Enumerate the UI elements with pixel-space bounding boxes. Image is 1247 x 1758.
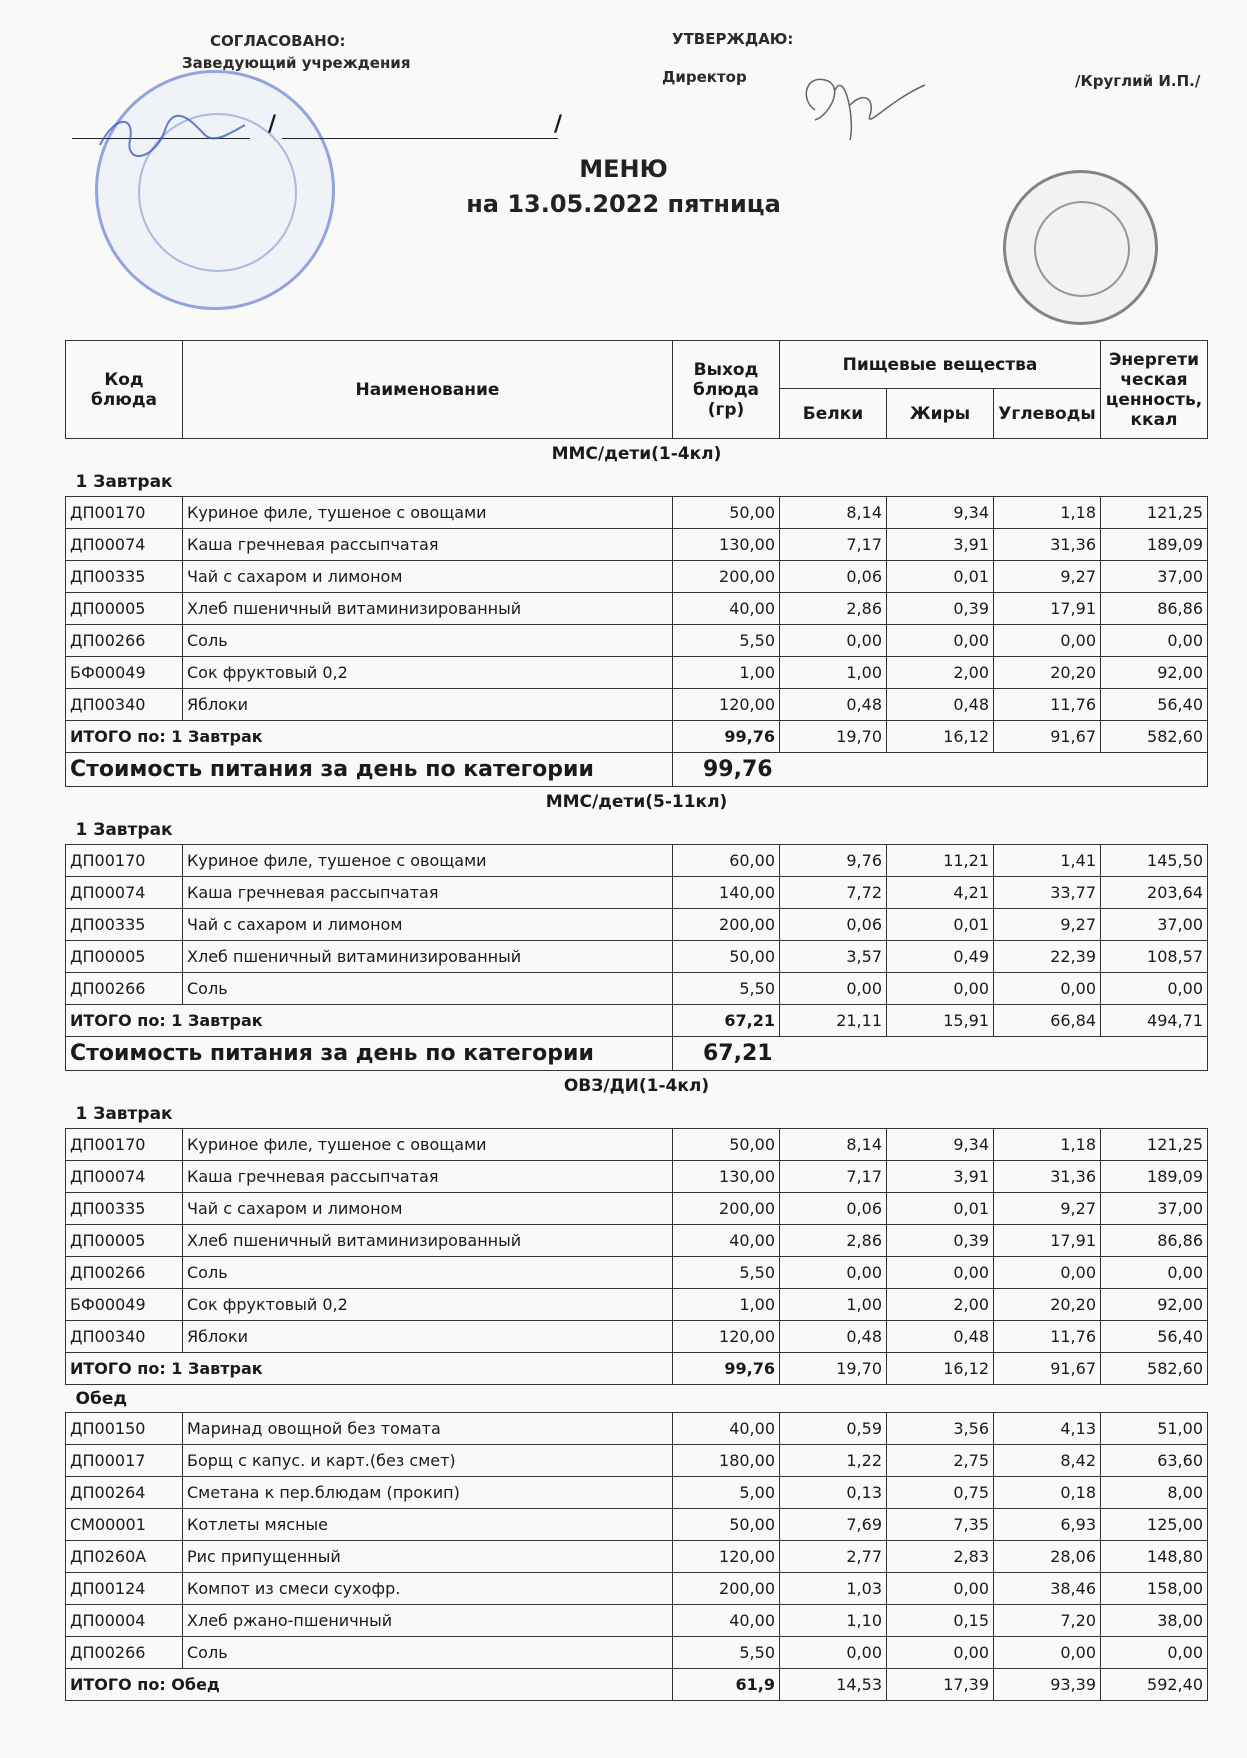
total-carbs: 93,39 xyxy=(994,1669,1101,1701)
signature-slash-2: / xyxy=(554,112,563,137)
dish-proteins: 2,86 xyxy=(780,1225,887,1257)
dish-fats: 0,00 xyxy=(887,625,994,657)
table-row xyxy=(66,1257,1208,1289)
total-energy: 494,71 xyxy=(1101,1005,1208,1037)
table-row xyxy=(66,941,1208,973)
dish-yield: 50,00 xyxy=(673,1129,780,1161)
cost-label: Стоимость питания за день по категории xyxy=(66,753,673,787)
dish-code: ДП00074 xyxy=(66,877,183,909)
dish-yield: 130,00 xyxy=(673,529,780,561)
dish-code: ДП00335 xyxy=(66,1193,183,1225)
dish-yield: 5,50 xyxy=(673,625,780,657)
header-fats: Жиры xyxy=(887,389,994,439)
dish-code: ДП00004 xyxy=(66,1605,183,1637)
total-carbs: 91,67 xyxy=(994,721,1101,753)
dish-code: ДП00335 xyxy=(66,909,183,941)
total-proteins: 21,11 xyxy=(780,1005,887,1037)
document-title: МЕНЮ xyxy=(579,155,668,183)
dish-energy: 189,09 xyxy=(1101,529,1208,561)
dish-proteins: 8,14 xyxy=(780,1129,887,1161)
dish-fats: 0,00 xyxy=(887,1257,994,1289)
dish-fats: 11,21 xyxy=(887,845,994,877)
dish-energy: 86,86 xyxy=(1101,1225,1208,1257)
dish-yield: 130,00 xyxy=(673,1161,780,1193)
dish-carbs: 22,39 xyxy=(994,941,1101,973)
dish-fats: 3,91 xyxy=(887,1161,994,1193)
total-row xyxy=(66,1005,1208,1037)
table-row xyxy=(66,1445,1208,1477)
dish-energy: 56,40 xyxy=(1101,1321,1208,1353)
total-carbs: 91,67 xyxy=(994,1353,1101,1385)
table-row xyxy=(66,1637,1208,1669)
dish-code: ДП0260А xyxy=(66,1541,183,1573)
dish-yield: 1,00 xyxy=(673,657,780,689)
dish-code: ДП00266 xyxy=(66,1637,183,1669)
meal-title-row xyxy=(66,1101,1208,1129)
table-row xyxy=(66,593,1208,625)
dish-proteins: 0,59 xyxy=(780,1413,887,1445)
dish-carbs: 7,20 xyxy=(994,1605,1101,1637)
dish-proteins: 0,00 xyxy=(780,973,887,1005)
dish-energy: 0,00 xyxy=(1101,625,1208,657)
meal-title-row xyxy=(66,817,1208,845)
dish-yield: 50,00 xyxy=(673,497,780,529)
total-fats: 16,12 xyxy=(887,721,994,753)
table-row xyxy=(66,1321,1208,1353)
table-row xyxy=(66,1129,1208,1161)
table-row xyxy=(66,877,1208,909)
dish-name: Хлеб пшеничный витаминизированный xyxy=(183,593,673,625)
dish-yield: 180,00 xyxy=(673,1445,780,1477)
dish-proteins: 9,76 xyxy=(780,845,887,877)
dish-energy: 189,09 xyxy=(1101,1161,1208,1193)
header-nutrients: Пищевые вещества xyxy=(780,341,1101,389)
section-title: ОВЗ/ДИ(1-4кл) xyxy=(563,1075,710,1096)
dish-name: Компот из смеси сухофр. xyxy=(183,1573,673,1605)
dish-code: ДП00074 xyxy=(66,1161,183,1193)
total-row xyxy=(66,1353,1208,1385)
table-row xyxy=(66,909,1208,941)
dish-yield: 1,00 xyxy=(673,1289,780,1321)
section-title: ММС/дети(1-4кл) xyxy=(551,443,722,464)
meal-title: 1 Завтрак xyxy=(75,472,173,493)
dish-proteins: 2,77 xyxy=(780,1541,887,1573)
dish-fats: 0,00 xyxy=(887,1637,994,1669)
total-label: ИТОГО по: Обед xyxy=(66,1669,673,1701)
dish-name: Сок фруктовый 0,2 xyxy=(183,657,673,689)
menu-body xyxy=(66,439,1208,1701)
dish-name: Каша гречневая рассыпчатая xyxy=(183,1161,673,1193)
dish-code: БФ00049 xyxy=(66,657,183,689)
dish-proteins: 0,06 xyxy=(780,1193,887,1225)
table-row xyxy=(66,1225,1208,1257)
dish-code: БФ00049 xyxy=(66,1289,183,1321)
meal-title-row xyxy=(66,469,1208,497)
total-fats: 15,91 xyxy=(887,1005,994,1037)
dish-yield: 140,00 xyxy=(673,877,780,909)
table-row xyxy=(66,973,1208,1005)
dish-proteins: 1,00 xyxy=(780,657,887,689)
dish-yield: 40,00 xyxy=(673,1225,780,1257)
dish-fats: 0,49 xyxy=(887,941,994,973)
dish-carbs: 11,76 xyxy=(994,689,1101,721)
table-row xyxy=(66,1573,1208,1605)
dish-fats: 9,34 xyxy=(887,497,994,529)
dish-carbs: 33,77 xyxy=(994,877,1101,909)
dish-energy: 92,00 xyxy=(1101,1289,1208,1321)
dish-energy: 56,40 xyxy=(1101,689,1208,721)
dish-code: ДП00340 xyxy=(66,1321,183,1353)
table-row xyxy=(66,1193,1208,1225)
dish-code: СМ00001 xyxy=(66,1509,183,1541)
table-row xyxy=(66,625,1208,657)
table-row xyxy=(66,657,1208,689)
dish-energy: 203,64 xyxy=(1101,877,1208,909)
table-row xyxy=(66,845,1208,877)
dish-name: Маринад овощной без томата xyxy=(183,1413,673,1445)
dish-carbs: 28,06 xyxy=(994,1541,1101,1573)
table-row xyxy=(66,1413,1208,1445)
cost-value: 67,21 xyxy=(673,1037,1208,1071)
dish-yield: 40,00 xyxy=(673,1605,780,1637)
table-row xyxy=(66,529,1208,561)
cost-value: 99,76 xyxy=(673,753,1208,787)
document-date: на 13.05.2022 пятница xyxy=(466,190,781,218)
total-fats: 17,39 xyxy=(887,1669,994,1701)
dish-yield: 120,00 xyxy=(673,1541,780,1573)
dish-carbs: 9,27 xyxy=(994,909,1101,941)
dish-name: Яблоки xyxy=(183,689,673,721)
dish-name: Каша гречневая рассыпчатая xyxy=(183,877,673,909)
dish-name: Сметана к пер.блюдам (прокип) xyxy=(183,1477,673,1509)
dish-energy: 92,00 xyxy=(1101,657,1208,689)
header-carbs: Углеводы xyxy=(994,389,1101,439)
approved-position: Директор xyxy=(662,68,747,86)
approver-name: /Круглий И.П./ xyxy=(1075,72,1201,90)
dish-carbs: 0,00 xyxy=(994,1637,1101,1669)
dish-name: Рис припущенный xyxy=(183,1541,673,1573)
total-yield: 99,76 xyxy=(673,1353,780,1385)
total-yield: 61,9 xyxy=(673,1669,780,1701)
total-label: ИТОГО по: 1 Завтрак xyxy=(66,1353,673,1385)
dish-proteins: 0,06 xyxy=(780,909,887,941)
dish-energy: 0,00 xyxy=(1101,1257,1208,1289)
dish-code: ДП00074 xyxy=(66,529,183,561)
dish-code: ДП00170 xyxy=(66,1129,183,1161)
dish-energy: 158,00 xyxy=(1101,1573,1208,1605)
dish-code: ДП00264 xyxy=(66,1477,183,1509)
cost-label: Стоимость питания за день по категории xyxy=(66,1037,673,1071)
dish-code: ДП00266 xyxy=(66,1257,183,1289)
dish-name: Борщ с капус. и карт.(без смет) xyxy=(183,1445,673,1477)
total-proteins: 19,70 xyxy=(780,1353,887,1385)
dish-yield: 40,00 xyxy=(673,1413,780,1445)
total-row xyxy=(66,721,1208,753)
table-row xyxy=(66,1541,1208,1573)
dish-carbs: 1,18 xyxy=(994,1129,1101,1161)
header-name: Наименование xyxy=(183,341,673,439)
dish-name: Соль xyxy=(183,1637,673,1669)
dish-proteins: 1,10 xyxy=(780,1605,887,1637)
dish-carbs: 31,36 xyxy=(994,529,1101,561)
dish-code: ДП00150 xyxy=(66,1413,183,1445)
dish-name: Яблоки xyxy=(183,1321,673,1353)
dish-carbs: 9,27 xyxy=(994,1193,1101,1225)
dish-carbs: 0,00 xyxy=(994,1257,1101,1289)
dish-code: ДП00005 xyxy=(66,593,183,625)
dish-energy: 108,57 xyxy=(1101,941,1208,973)
dish-name: Каша гречневая рассыпчатая xyxy=(183,529,673,561)
dish-proteins: 7,17 xyxy=(780,529,887,561)
table-row xyxy=(66,1509,1208,1541)
dish-energy: 148,80 xyxy=(1101,1541,1208,1573)
dish-fats: 0,00 xyxy=(887,1573,994,1605)
dish-name: Соль xyxy=(183,973,673,1005)
dish-fats: 0,00 xyxy=(887,973,994,1005)
dish-proteins: 0,06 xyxy=(780,561,887,593)
total-yield: 99,76 xyxy=(673,721,780,753)
dish-energy: 51,00 xyxy=(1101,1413,1208,1445)
table-row xyxy=(66,1477,1208,1509)
dish-fats: 0,48 xyxy=(887,1321,994,1353)
dish-fats: 2,00 xyxy=(887,657,994,689)
table-row xyxy=(66,1605,1208,1637)
dish-name: Хлеб ржано-пшеничный xyxy=(183,1605,673,1637)
agreed-position: Заведующий учреждения xyxy=(182,54,411,72)
meal-title: Обед xyxy=(75,1388,128,1409)
total-row xyxy=(66,1669,1208,1701)
dish-fats: 0,75 xyxy=(887,1477,994,1509)
dish-proteins: 0,13 xyxy=(780,1477,887,1509)
dish-name: Куриное филе, тушеное с овощами xyxy=(183,1129,673,1161)
dish-code: ДП00335 xyxy=(66,561,183,593)
dish-name: Котлеты мясные xyxy=(183,1509,673,1541)
approved-label: УТВЕРЖДАЮ: xyxy=(672,30,794,48)
agreed-label: СОГЛАСОВАНО: xyxy=(210,32,346,50)
header-proteins: Белки xyxy=(780,389,887,439)
dish-proteins: 0,00 xyxy=(780,625,887,657)
dish-proteins: 3,57 xyxy=(780,941,887,973)
dish-yield: 120,00 xyxy=(673,689,780,721)
table-row xyxy=(66,1289,1208,1321)
dish-fats: 0,48 xyxy=(887,689,994,721)
dish-carbs: 1,18 xyxy=(994,497,1101,529)
dish-name: Хлеб пшеничный витаминизированный xyxy=(183,941,673,973)
dish-code: ДП00005 xyxy=(66,1225,183,1257)
dish-code: ДП00170 xyxy=(66,497,183,529)
dish-name: Соль xyxy=(183,1257,673,1289)
dish-proteins: 1,22 xyxy=(780,1445,887,1477)
dish-yield: 60,00 xyxy=(673,845,780,877)
dish-yield: 200,00 xyxy=(673,561,780,593)
dish-carbs: 20,20 xyxy=(994,657,1101,689)
dish-proteins: 7,72 xyxy=(780,877,887,909)
dish-energy: 121,25 xyxy=(1101,1129,1208,1161)
dish-yield: 120,00 xyxy=(673,1321,780,1353)
dish-carbs: 17,91 xyxy=(994,593,1101,625)
total-fats: 16,12 xyxy=(887,1353,994,1385)
dish-energy: 37,00 xyxy=(1101,1193,1208,1225)
dish-code: ДП00017 xyxy=(66,1445,183,1477)
dish-fats: 0,39 xyxy=(887,1225,994,1257)
dish-fats: 2,00 xyxy=(887,1289,994,1321)
dish-energy: 125,00 xyxy=(1101,1509,1208,1541)
section-title-row xyxy=(66,787,1208,817)
dish-code: ДП00124 xyxy=(66,1573,183,1605)
dish-proteins: 0,48 xyxy=(780,689,887,721)
total-energy: 582,60 xyxy=(1101,1353,1208,1385)
total-energy: 582,60 xyxy=(1101,721,1208,753)
dish-yield: 5,00 xyxy=(673,1477,780,1509)
dish-proteins: 7,17 xyxy=(780,1161,887,1193)
dish-energy: 37,00 xyxy=(1101,909,1208,941)
cost-row xyxy=(66,1037,1208,1071)
dish-fats: 9,34 xyxy=(887,1129,994,1161)
dish-name: Куриное филе, тушеное с овощами xyxy=(183,497,673,529)
dish-carbs: 0,18 xyxy=(994,1477,1101,1509)
dish-fats: 0,15 xyxy=(887,1605,994,1637)
dish-fats: 0,39 xyxy=(887,593,994,625)
dish-carbs: 6,93 xyxy=(994,1509,1101,1541)
dish-energy: 8,00 xyxy=(1101,1477,1208,1509)
dish-yield: 50,00 xyxy=(673,941,780,973)
dish-proteins: 0,00 xyxy=(780,1637,887,1669)
dish-fats: 2,83 xyxy=(887,1541,994,1573)
table-row xyxy=(66,497,1208,529)
signature-line-2 xyxy=(282,137,558,139)
section-title: ММС/дети(5-11кл) xyxy=(545,791,728,812)
dish-name: Соль xyxy=(183,625,673,657)
dish-name: Чай с сахаром и лимоном xyxy=(183,561,673,593)
dish-carbs: 0,00 xyxy=(994,973,1101,1005)
dish-proteins: 8,14 xyxy=(780,497,887,529)
header-yield: Выход блюда (гр) xyxy=(673,341,780,439)
section-title-row xyxy=(66,439,1208,469)
dish-name: Чай с сахаром и лимоном xyxy=(183,909,673,941)
dish-energy: 0,00 xyxy=(1101,973,1208,1005)
dish-carbs: 9,27 xyxy=(994,561,1101,593)
dish-energy: 37,00 xyxy=(1101,561,1208,593)
dish-fats: 0,01 xyxy=(887,561,994,593)
dish-yield: 200,00 xyxy=(673,1573,780,1605)
total-label: ИТОГО по: 1 Завтрак xyxy=(66,1005,673,1037)
meal-title: 1 Завтрак xyxy=(75,820,173,841)
table-row xyxy=(66,561,1208,593)
dish-name: Хлеб пшеничный витаминизированный xyxy=(183,1225,673,1257)
header-energy: Энергети ческая ценность, ккал xyxy=(1101,341,1208,439)
dish-code: ДП00266 xyxy=(66,973,183,1005)
signature-right xyxy=(795,60,935,150)
section-title-row xyxy=(66,1071,1208,1101)
meal-title-row xyxy=(66,1385,1208,1413)
meal-title: 1 Завтрак xyxy=(75,1104,173,1125)
dish-fats: 3,56 xyxy=(887,1413,994,1445)
dish-code: ДП00005 xyxy=(66,941,183,973)
dish-energy: 38,00 xyxy=(1101,1605,1208,1637)
dish-carbs: 11,76 xyxy=(994,1321,1101,1353)
dish-fats: 3,91 xyxy=(887,529,994,561)
dish-proteins: 2,86 xyxy=(780,593,887,625)
dish-carbs: 1,41 xyxy=(994,845,1101,877)
dish-name: Чай с сахаром и лимоном xyxy=(183,1193,673,1225)
dish-proteins: 1,00 xyxy=(780,1289,887,1321)
signature-slash-1: / xyxy=(268,112,277,137)
total-yield: 67,21 xyxy=(673,1005,780,1037)
total-label: ИТОГО по: 1 Завтрак xyxy=(66,721,673,753)
dish-yield: 5,50 xyxy=(673,1637,780,1669)
dish-carbs: 0,00 xyxy=(994,625,1101,657)
dish-fats: 4,21 xyxy=(887,877,994,909)
dish-proteins: 0,00 xyxy=(780,1257,887,1289)
dish-name: Сок фруктовый 0,2 xyxy=(183,1289,673,1321)
dish-energy: 145,50 xyxy=(1101,845,1208,877)
dish-yield: 200,00 xyxy=(673,1193,780,1225)
header-code: Код блюда xyxy=(66,341,183,439)
dish-code: ДП00170 xyxy=(66,845,183,877)
dish-yield: 5,50 xyxy=(673,1257,780,1289)
total-proteins: 19,70 xyxy=(780,721,887,753)
dish-energy: 0,00 xyxy=(1101,1637,1208,1669)
cost-row xyxy=(66,753,1208,787)
dish-proteins: 1,03 xyxy=(780,1573,887,1605)
total-energy: 592,40 xyxy=(1101,1669,1208,1701)
total-carbs: 66,84 xyxy=(994,1005,1101,1037)
dish-proteins: 0,48 xyxy=(780,1321,887,1353)
dish-yield: 40,00 xyxy=(673,593,780,625)
menu-table xyxy=(65,340,1208,1701)
dish-carbs: 4,13 xyxy=(994,1413,1101,1445)
dish-yield: 50,00 xyxy=(673,1509,780,1541)
dish-code: ДП00266 xyxy=(66,625,183,657)
dish-energy: 63,60 xyxy=(1101,1445,1208,1477)
dish-code: ДП00340 xyxy=(66,689,183,721)
table-row xyxy=(66,689,1208,721)
dish-fats: 0,01 xyxy=(887,909,994,941)
dish-fats: 7,35 xyxy=(887,1509,994,1541)
dish-carbs: 31,36 xyxy=(994,1161,1101,1193)
dish-carbs: 20,20 xyxy=(994,1289,1101,1321)
dish-energy: 121,25 xyxy=(1101,497,1208,529)
dish-yield: 5,50 xyxy=(673,973,780,1005)
table-row xyxy=(66,1161,1208,1193)
total-proteins: 14,53 xyxy=(780,1669,887,1701)
dish-fats: 2,75 xyxy=(887,1445,994,1477)
dish-proteins: 7,69 xyxy=(780,1509,887,1541)
dish-fats: 0,01 xyxy=(887,1193,994,1225)
dish-yield: 200,00 xyxy=(673,909,780,941)
dish-carbs: 38,46 xyxy=(994,1573,1101,1605)
dish-name: Куриное филе, тушеное с овощами xyxy=(183,845,673,877)
dish-carbs: 8,42 xyxy=(994,1445,1101,1477)
dish-energy: 86,86 xyxy=(1101,593,1208,625)
dish-carbs: 17,91 xyxy=(994,1225,1101,1257)
